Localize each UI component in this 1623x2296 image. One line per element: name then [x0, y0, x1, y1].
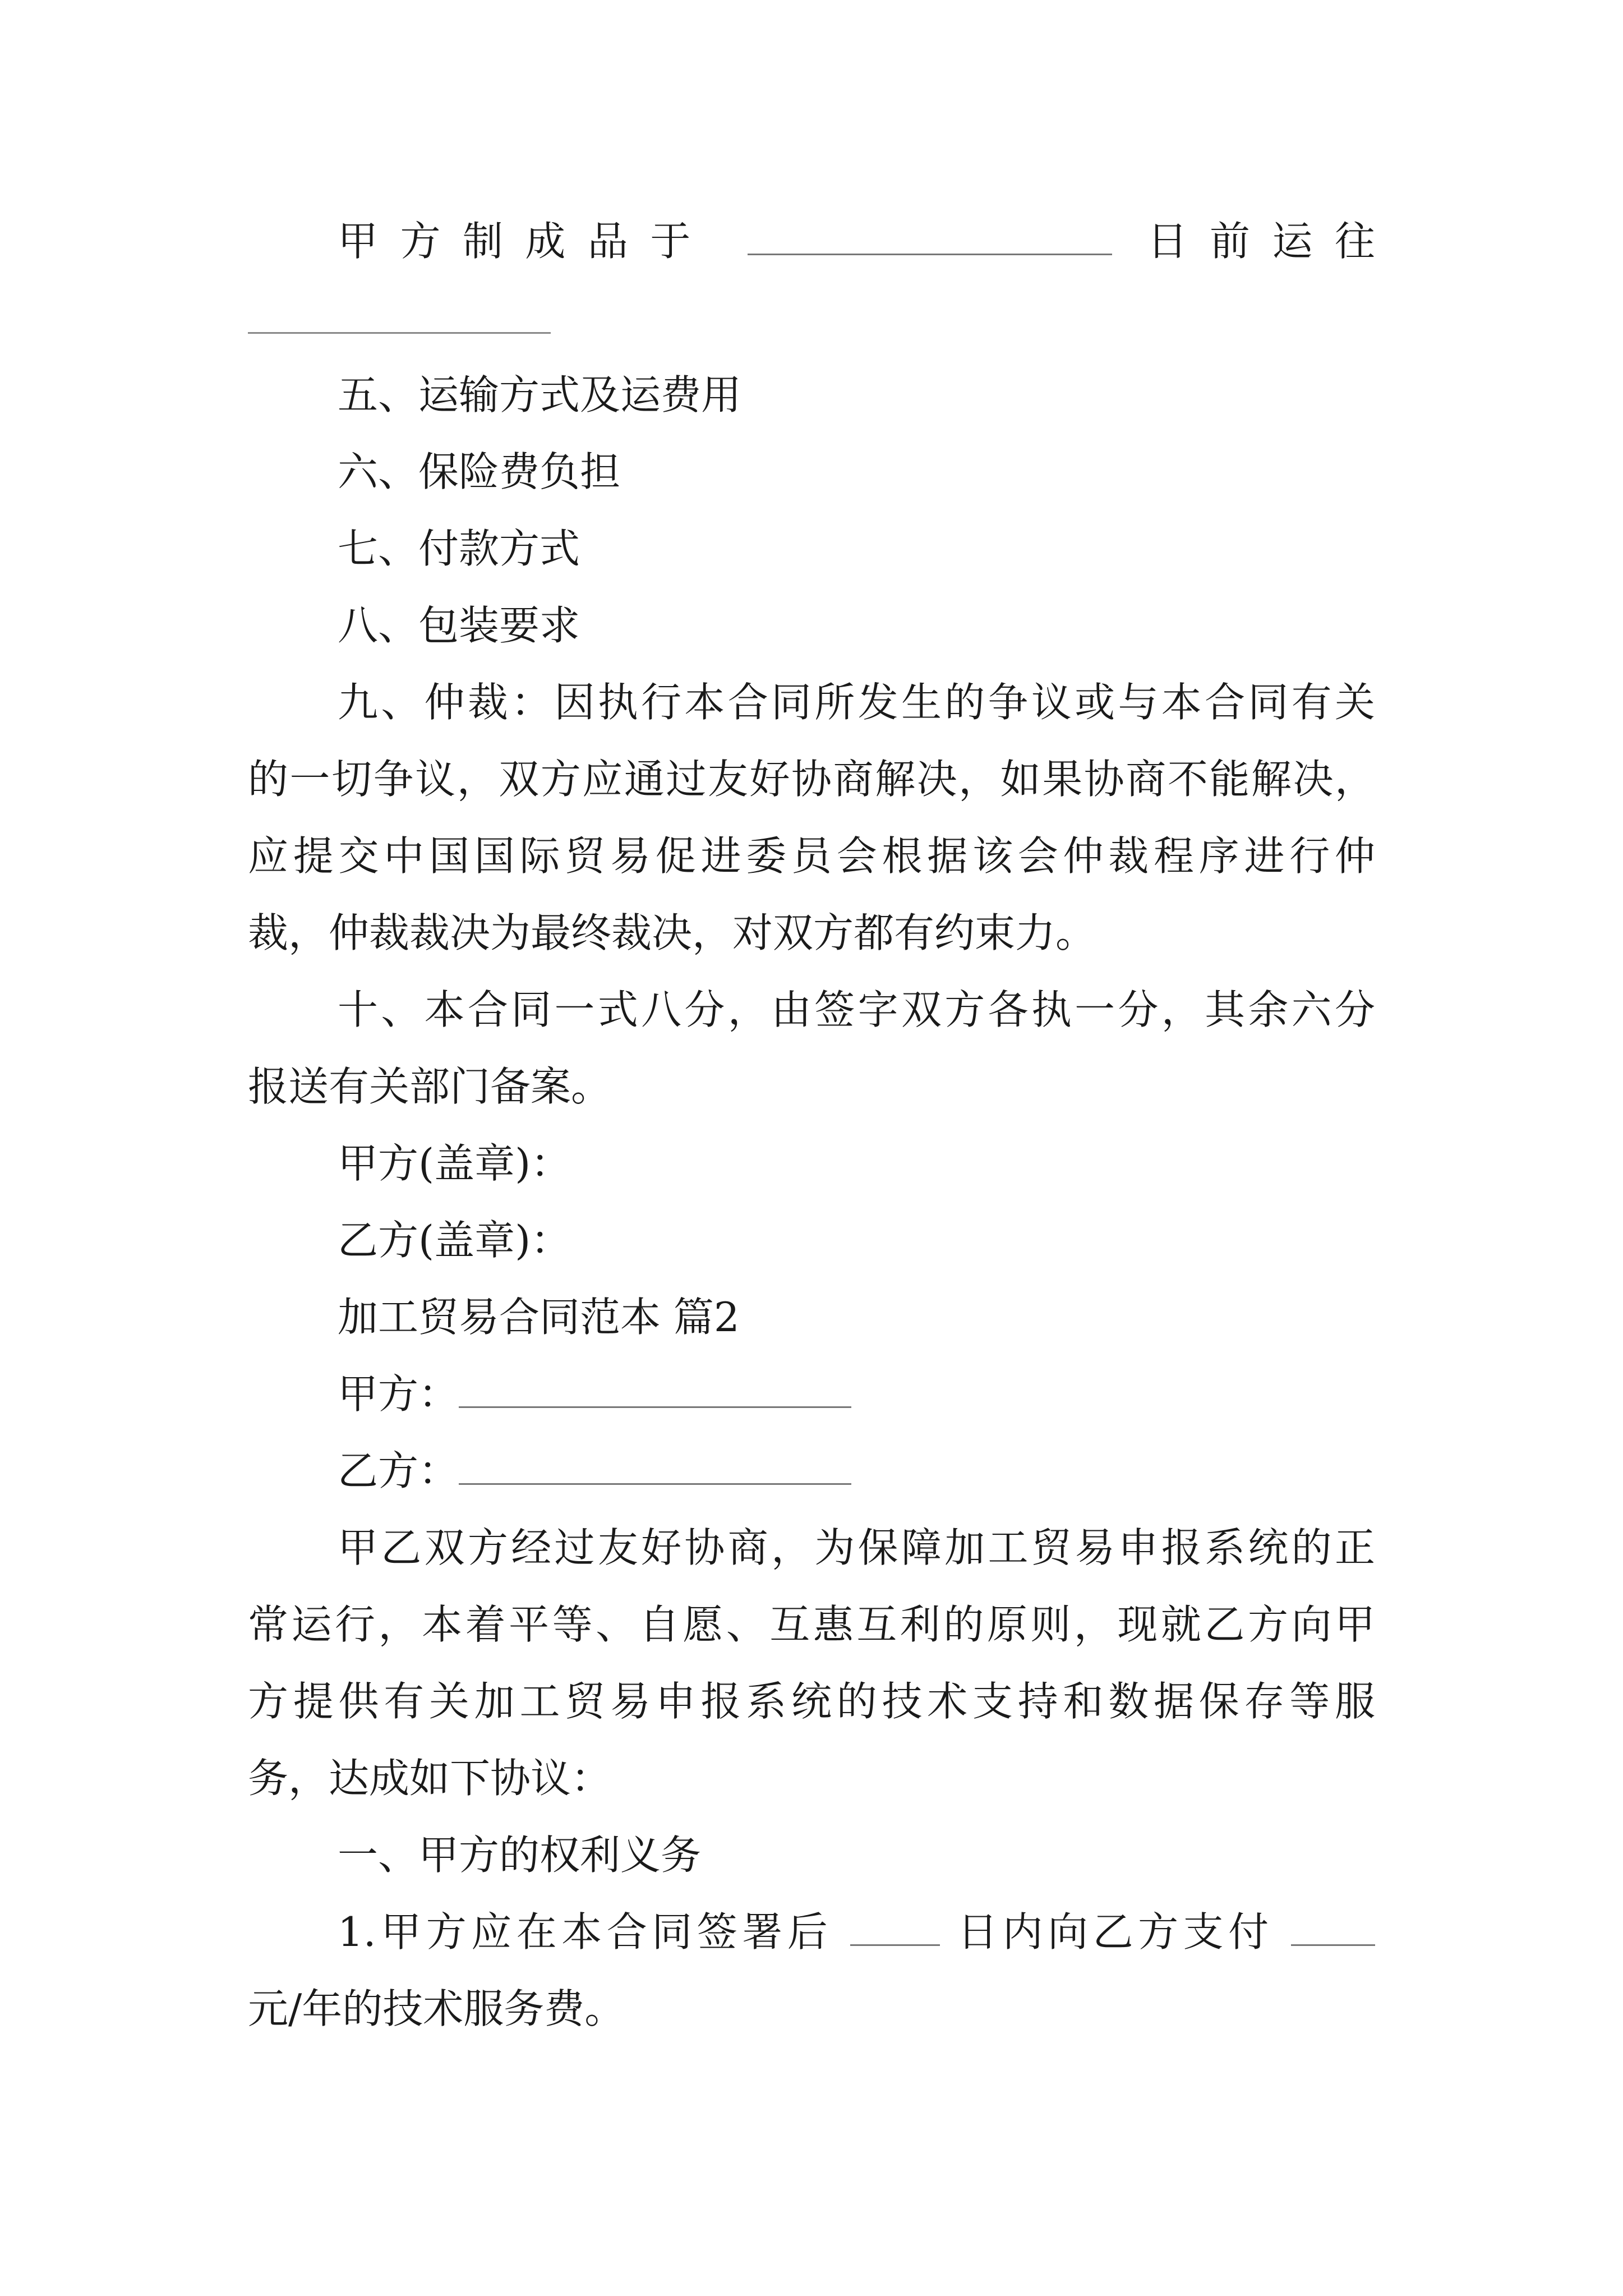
amount-blank	[1291, 1911, 1375, 1946]
party-a-seal: 甲方(盖章)：	[338, 1140, 571, 1187]
agreement-line-2: 常运行，本着平等、自愿、互惠互利的原则，现就乙方向甲	[248, 1601, 1375, 1648]
heading-transport: 五、运输方式及运费用	[338, 371, 742, 418]
party-b-label: 乙方：	[338, 1447, 459, 1494]
agreement-line-4: 务，达成如下协议：	[248, 1755, 612, 1802]
party-b-seal: 乙方(盖章)：	[338, 1217, 571, 1264]
agreement-line-3: 方提供有关加工贸易申报系统的技术支持和数据保存等服	[248, 1678, 1375, 1725]
delivery-text-start: 甲方制成品于	[338, 218, 713, 265]
arbitration-line-2: 的一切争议，双方应通过友好协商解决，如果协商不能解决，	[248, 756, 1375, 803]
party-a-label: 甲方：	[338, 1370, 459, 1418]
delivery-text-end: 日前运往	[1147, 218, 1375, 265]
days-blank	[850, 1911, 940, 1946]
destination-blank	[248, 332, 551, 334]
section-title: 加工贸易合同范本 篇2	[338, 1294, 740, 1341]
heading-party-a-rights: 一、甲方的权利义务	[338, 1832, 702, 1879]
party-b-line	[338, 1444, 1375, 1498]
heading-payment: 七、付款方式	[338, 525, 580, 572]
heading-insurance: 六、保险费负担	[338, 448, 621, 495]
fee-clause-line-1	[338, 1905, 1375, 1959]
party-b-blank	[459, 1450, 851, 1485]
arbitration-line-1: 九、仲裁：因执行本合同所发生的争议或与本合同有关	[338, 679, 1375, 726]
copies-line-1: 十、本合同一式八分，由签字双方各执一分，其余六分	[338, 986, 1375, 1033]
delivery-clause-line	[338, 214, 1375, 268]
fee-text-start: 1.甲方应在本合同签署后	[338, 1908, 833, 1955]
party-a-blank	[459, 1373, 851, 1408]
fee-clause-line-2: 元/年的技术服务费。	[248, 1985, 625, 2032]
heading-packaging: 八、包装要求	[338, 602, 580, 649]
arbitration-line-4: 裁，仲裁裁决为最终裁决，对双方都有约束力。	[248, 909, 1096, 956]
party-a-line	[338, 1367, 1375, 1421]
delivery-date-blank	[748, 220, 1112, 255]
copies-line-2: 报送有关部门备案。	[248, 1063, 612, 1110]
agreement-line-1: 甲乙双方经过友好协商，为保障加工贸易申报系统的正	[338, 1524, 1375, 1571]
fee-text-middle: 日内向乙方支付	[957, 1908, 1274, 1955]
arbitration-line-3: 应提交中国国际贸易促进委员会根据该会仲裁程序进行仲	[248, 832, 1375, 880]
